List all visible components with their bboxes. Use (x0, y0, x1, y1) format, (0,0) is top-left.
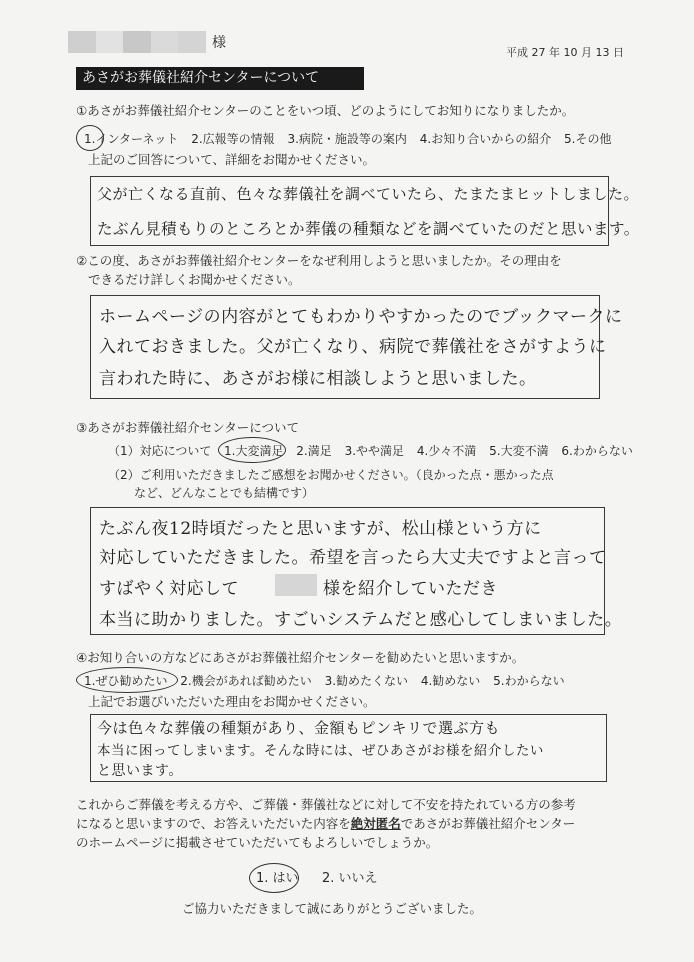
q1-options (84, 131, 621, 147)
q3-title: ③あさがお葬儀社紹介センターについて (76, 420, 299, 435)
q1-option-4: 4.お知り合いからの紹介 (419, 132, 552, 146)
q1-answer-line-2: たぶん見積もりのところとか葬儀の種類などを調べていたのだと思います。 (97, 220, 640, 238)
q3-answer-line-1: たぶん夜12時頃だったと思いますが、松山様という方に (99, 519, 542, 539)
q4-detail-prompt: 上記でお選びいただいた理由をお聞かせください。 (88, 694, 376, 709)
q3-sub1-label: （1）対応について (108, 444, 212, 458)
q4-selection-circle (76, 667, 178, 693)
q1-answer-box (90, 176, 640, 246)
q2-answer-box (90, 295, 623, 399)
q3-answer-box (90, 507, 623, 635)
q4-option-5: 5.わからない (493, 674, 565, 688)
q3-sub2-line-1: （2）ご利用いただきましたご感想をお聞かせください。（良かった点・悪かった点 (108, 468, 554, 482)
q2-answer-line-2: 入れておきました。父が亡くなり、病院で葬儀社をさがすように (99, 337, 607, 357)
q3-answer-line-3a: すばやく対応して (99, 579, 239, 599)
closing-line-2 (76, 816, 575, 832)
q3-sub1-options (224, 443, 642, 459)
anonymous-emphasis: 絶対匿名 (350, 816, 401, 831)
q4-option-1: 1.ぜひ勧めたい (84, 674, 168, 688)
q4-question: ④お知り合いの方などにあさがお葬儀社紹介センターを勧めたいと思いますか。 (76, 650, 525, 665)
q3-answer-line-3b: 様を紹介していただき (323, 579, 498, 599)
q2-question-line-2: できるだけ詳しくお聞かせください。 (88, 272, 301, 287)
q3-option-3: 3.やや満足 (344, 444, 405, 458)
redacted-company (275, 574, 317, 596)
closing-line-3: のホームページに掲載させていただいてもよろしいでしょうか。 (76, 835, 439, 850)
q1-option-5: 5.その他 (564, 132, 612, 146)
q3-option-4: 4.少々不満 (416, 444, 477, 458)
q1-detail-prompt: 上記のご回答について、詳細をお聞かせください。 (88, 152, 376, 167)
closing-line-2a: になると思いますので、お答えいただいた内容を (76, 816, 351, 831)
q4-answer-box (90, 714, 607, 782)
q1-option-2: 2.広報等の情報 (191, 132, 275, 146)
q3-option-6: 6.わからない (561, 444, 633, 458)
closing-line-1: これからご葬儀を考える方や、ご葬儀・葬儀社などに対して不安を持たれている方の参考 (76, 797, 576, 812)
q4-answer-line-2: 本当に困ってしまいます。そんな時には、ぜひあさがお様を紹介したい (97, 743, 544, 759)
q3-selection-circle (218, 437, 286, 463)
redacted-name (68, 31, 206, 53)
q2-answer-line-3: 言われた時に、あさがお様に相談しようと思いました。 (99, 369, 537, 389)
thanks-message: ご協力いただきまして誠にありがとうございました。 (182, 901, 483, 916)
q3-option-1: 1.大変満足 (224, 444, 284, 458)
consent-selection-circle (249, 863, 299, 893)
closing-line-2b: であさがお葬儀社紹介センター (400, 816, 576, 831)
q4-option-2: 2.機会があれば勧めたい (180, 674, 312, 688)
q2-answer-line-1: ホームページの内容がとてもわかりやすかったのでブックマークに (99, 307, 623, 327)
q3-answer-line-4: 本当に助かりました。すごいシステムだと感心してしまいました。 (99, 610, 623, 630)
q4-option-3: 3.勧めたくない (324, 674, 409, 688)
honorific: 様 (212, 35, 226, 51)
q1-answer-line-1: 父が亡くなる直前、色々な葬儀社を調べていたら、たまたまヒットしました。 (97, 185, 640, 203)
q1-selection-circle (76, 125, 104, 151)
q4-answer-line-3: と思います。 (97, 763, 183, 779)
q1-option-3: 3.病院・施設等の案内 (287, 132, 407, 146)
consent-no: 2. いいえ (322, 871, 378, 886)
q1-option-1: 1.インターネット (84, 132, 179, 146)
q2-question-line-1: ②この度、あさがお葬儀社紹介センターをなぜ利用しようと思いましたか。その理由を (76, 253, 562, 268)
q3-answer-line-2: 対応していただきました。希望を言ったら大丈夫ですよと言って (99, 548, 607, 568)
section-title: あさがお葬儀社紹介センターについて (76, 67, 364, 90)
date: 平成 27 年 10 月 13 日 (506, 46, 624, 59)
q1-question: ①あさがお葬儀社紹介センターのことをいつ頃、どのようにしてお知りになりましたか。 (76, 103, 575, 118)
consent-yes: 1. はい (256, 871, 299, 886)
q3-option-5: 5.大変不満 (489, 444, 549, 458)
q4-option-4: 4.勧めない (420, 674, 481, 688)
q3-sub2-line-2: など、どんなことでも結構です） (134, 486, 315, 500)
q4-answer-line-1: 今は色々な葬儀の種類があり、金額もピンキリで選ぶ方も (97, 719, 501, 737)
q3-option-2: 2.満足 (296, 444, 332, 458)
